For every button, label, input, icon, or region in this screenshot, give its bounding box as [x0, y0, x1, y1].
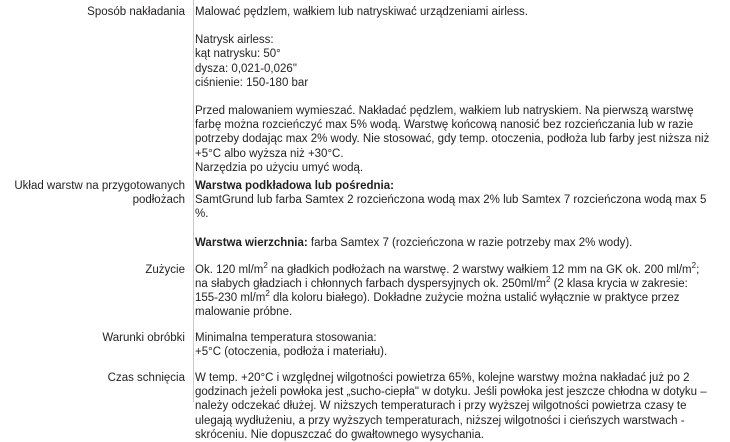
airless-line-3: dysza: 0,021-0,026" — [195, 62, 297, 75]
table-row — [0, 263, 730, 320]
primer-layer-heading: Warstwa podkładowa lub pośrednia: — [195, 180, 394, 193]
consumption-part-4: (2 klasa krycia w zakresie: 155-230 ml/m — [195, 278, 688, 305]
airless-spray-block — [195, 33, 713, 90]
row-value-consumption — [185, 263, 713, 320]
top-layer-body: farba Samtex 7 (rozcieńczona w razie potrzeby max 2% wody). — [307, 236, 633, 249]
superscript-square-2: 2 — [691, 261, 697, 271]
primer-layer-body: SamtGrund lub farba Samtex 2 rozcieńczona wodą max 2% lub Samtex 7 rozcieńczona wodą max 5 %. — [195, 194, 707, 221]
superscript-square-3: 2 — [545, 275, 551, 285]
row-label-coating-system: Układ warstw na przygotowanych podłożach — [14, 180, 185, 207]
table-row — [0, 371, 730, 442]
processing-conditions-text — [195, 331, 713, 359]
table-row — [0, 179, 730, 250]
consumption-part-3: ; na słabych gładziach i chłonnych farbach dyspersyjnych ok. 250ml/m — [195, 263, 700, 291]
consumption-part-2: na gładkich podłożach na warstwę. 2 warstwy wałkiem 12 mm na GK ok. 200 ml/m — [267, 263, 692, 276]
application-intro: Malować pędzlem, wałkiem lub natryskiwać urządzeniami airless. — [195, 6, 528, 18]
tool-cleaning-note: Narzędzia po użyciu umyć wodą. — [195, 161, 364, 174]
min-temp-value: +5°C (otoczenia, podłoża i materiału). — [195, 345, 388, 358]
row-label-drying-time: Czas schnięcia — [107, 372, 185, 385]
top-layer-heading: Warstwa wierzchnia: — [195, 236, 308, 249]
drying-time-text: W temp. +20°C i względnej wilgotności powietrza 65%, kolejne warstwy można nakładać już po 2 godzinach jeżeli powłoka jest „sucho-ciepła" w dotyku. Jeśli powłoka jest jeszcze chłodna w dotyku – należy odczekać dłużej. W niższych temperaturach i przy wyższej wilgotności powietrza czasy te ulegają wydłużeniu, a przy wyższych temperaturach, niższej wilgotności i cieńszych warstwach - skróceniu. Nie dopuszczać do gwałtownego wysychania. — [195, 372, 707, 441]
consumption-part-5: dla koloru białego). Dokładne zużycie można ustalić wyłącznie w praktyce przez malowanie próbne. — [195, 292, 680, 319]
row-value-coating-system — [185, 179, 713, 250]
row-label-application-method: Sposób nakładania — [87, 6, 185, 18]
table-row — [0, 331, 730, 359]
table-row — [0, 5, 730, 175]
row-value-application-method — [185, 5, 713, 175]
airless-line-1: Natrysk airless: — [195, 34, 274, 47]
airless-line-2: kąt natrysku: 50° — [195, 48, 281, 61]
top-layer-paragraph — [195, 236, 713, 250]
row-label-processing-conditions: Warunki obróbki — [102, 331, 185, 344]
row-value-processing-conditions — [185, 331, 713, 359]
row-value-drying-time — [185, 371, 713, 442]
row-label-consumption: Zużycie — [145, 263, 185, 276]
consumption-text — [195, 263, 713, 320]
application-details: Przed malowaniem wymieszać. Nakładać pędzlem, wałkiem lub natryskiem. Na pierwszą warstwę farbę można rozcieńczyć max 5% wodą. Warstwę końcową nanosić bez rozcieńczania lub w razie potrzeby dodając max 2% wody. Nie stosować, gdy temp. otoczenia, podłoża lub farby jest niższa niż +5°C albo wyższa niż +30°C. — [195, 105, 710, 160]
superscript-square-4: 2 — [265, 289, 270, 299]
superscript-square-1: 2 — [263, 261, 268, 271]
min-temp-label: Minimalna temperatura stosowania: — [195, 331, 377, 344]
airless-line-4: ciśnienie: 150-180 bar — [195, 76, 309, 89]
consumption-part-1: Ok. 120 ml/m — [195, 263, 264, 276]
